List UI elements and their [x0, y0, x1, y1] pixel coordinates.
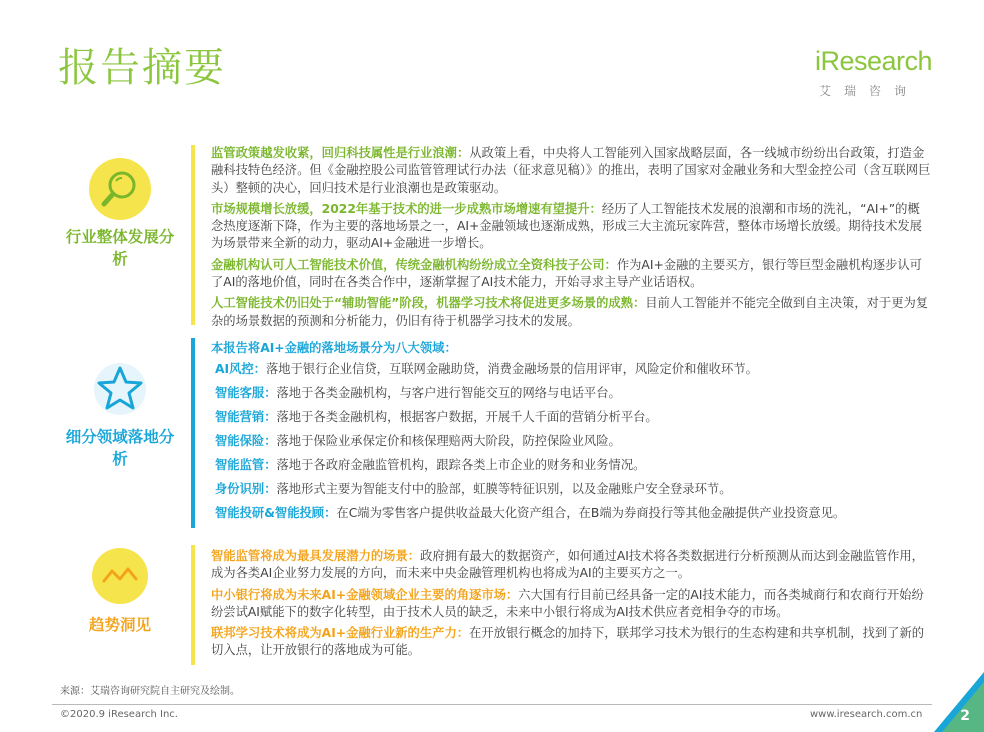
trend-item: 中小银行将成为未来AI+金融领域企业主要的角逐市场：六大国有行目前已经具备一定的AI技术能力，而各类城商行和农商行开始纷纷尝试AI赋能下的数字化转型，由于技术人员的缺乏，未来中小银行将成为AI技术供应者竞相争夺的市场。 — [211, 587, 924, 619]
segment-item: 智能保险：落地于保险业承保定价和核保理赔两大阶段，防控保险业风险。 — [215, 434, 621, 448]
section-segment-bar — [191, 338, 195, 528]
section-trend-sidebar — [60, 548, 180, 636]
logo-text: iResearch — [815, 46, 933, 76]
industry-item: 市场规模增长放缓，2022年基于技术的进一步成熟市场增速有望提升：经历了人工智能技术发展的浪潮和市场的洗礼，“AI+”的概念热度逐渐下降，作为主要的落地场景之一，AI+金融领域也逐渐成熟，形成三大主流玩家阵营，整体市场增长放缓。期待技术发展为场景带来全新的动力，驱动AI+金融进一步增长。 — [211, 201, 922, 251]
section-industry-bar — [191, 145, 195, 325]
section-trend-content — [211, 548, 931, 664]
logo-subtitle: 艾瑞咨询 — [819, 84, 920, 98]
section-trend-bar — [191, 545, 195, 665]
corner-decoration — [934, 672, 984, 732]
segment-item: AI风控：落地于银行企业信贷，互联网金融助贷，消费金融场景的信用评审，风险定价和催收环节。 — [215, 362, 758, 376]
trend-item: 联邦学习技术将成为AI+金融行业新的生产力：在开放银行概念的加持下，联邦学习技术为银行的生态构建和共享机制，找到了新的切入点，让开放银行的落地成为可能。 — [211, 626, 925, 658]
trend-item: 智能监管将成为最具发展潜力的场景：政府拥有最大的数据资产，如何通过AI技术将各类数据进行分析预测从而达到金融监管作用，成为各类AI企业努力发展的方向，而未来中央金融管理机构也将成为AI的主要买方之一。 — [211, 549, 924, 581]
industry-item: 人工智能技术仍旧处于“辅助智能”阶段，机器学习技术将促进更多场景的成熟：目前人工智能并不能完全做到自主决策，对于更为复杂的场景数据的预测和分析能力，仍旧有待于机器学习技术的发展。 — [211, 296, 929, 328]
footer-divider — [52, 704, 932, 705]
segment-item: 智能监管：落地于各政府金融监管机构，跟踪各类上市企业的财务和业务情况。 — [215, 458, 646, 472]
iresearch-logo — [815, 46, 939, 99]
section-industry-label: 行业整体发展分析 — [65, 228, 175, 268]
section-segment-sidebar — [60, 358, 180, 470]
section-industry-sidebar — [60, 158, 180, 270]
segment-intro: 本报告将AI+金融的落地场景分为八大领域： — [211, 341, 457, 355]
section-trend-label: 趋势洞见 — [88, 616, 151, 634]
section-segment-label: 细分领域落地分析 — [65, 428, 175, 468]
industry-item: 金融机构认可人工智能技术价值，传统金融机构纷纷成立全资科技子公司：作为AI+金融的主要买方，银行等巨型金融机构逐步认可了AI的落地价值，同时在各类合作中，逐渐掌握了AI技术能力，开始寻求主导产业话语权。 — [211, 257, 922, 290]
star-icon — [89, 358, 151, 420]
website-link[interactable]: www.iresearch.com.cn — [810, 709, 923, 720]
industry-item: 监管政策越发收紧，回归科技属性是行业浪潮：从政策上看，中央将人工智能列入国家战略层面，各一线城市纷纷出台政策，打造金融科技特色经济。但《金融控股公司监管管理试行办法（征求意见稿）》的推出，表明了国家对金融业务和大型金控公司（含互联网巨头）整顿的决心，回归技术是行业浪潮也是政策驱动。 — [211, 146, 931, 195]
page-number: 2 — [960, 708, 970, 724]
trend-line-icon — [92, 548, 148, 604]
segment-item: 身份识别：落地形式主要为智能支付中的脸部，虹膜等特征识别，以及金融账户安全登录环节。 — [215, 482, 732, 496]
section-industry-content — [211, 145, 931, 334]
segment-item: 智能投研&智能投顾：在C端为零售客户提供收益最大化资产组合，在B端为券商投行等其他金融提供产业投资意见。 — [215, 506, 846, 520]
magnifier-icon — [89, 158, 151, 220]
page-title: 报告摘要 — [58, 45, 226, 91]
copyright: ©2020.9 iResearch Inc. — [60, 709, 178, 720]
segment-item: 智能客服：落地于各类金融机构，与客户进行智能交互的网络与电话平台。 — [215, 386, 621, 400]
source-note: 来源：艾瑞咨询研究院自主研究及绘制。 — [60, 686, 240, 697]
segment-item: 智能营销：落地于各类金融机构，根据客户数据，开展千人千面的营销分析平台。 — [215, 410, 658, 424]
section-segment-content — [211, 340, 931, 522]
